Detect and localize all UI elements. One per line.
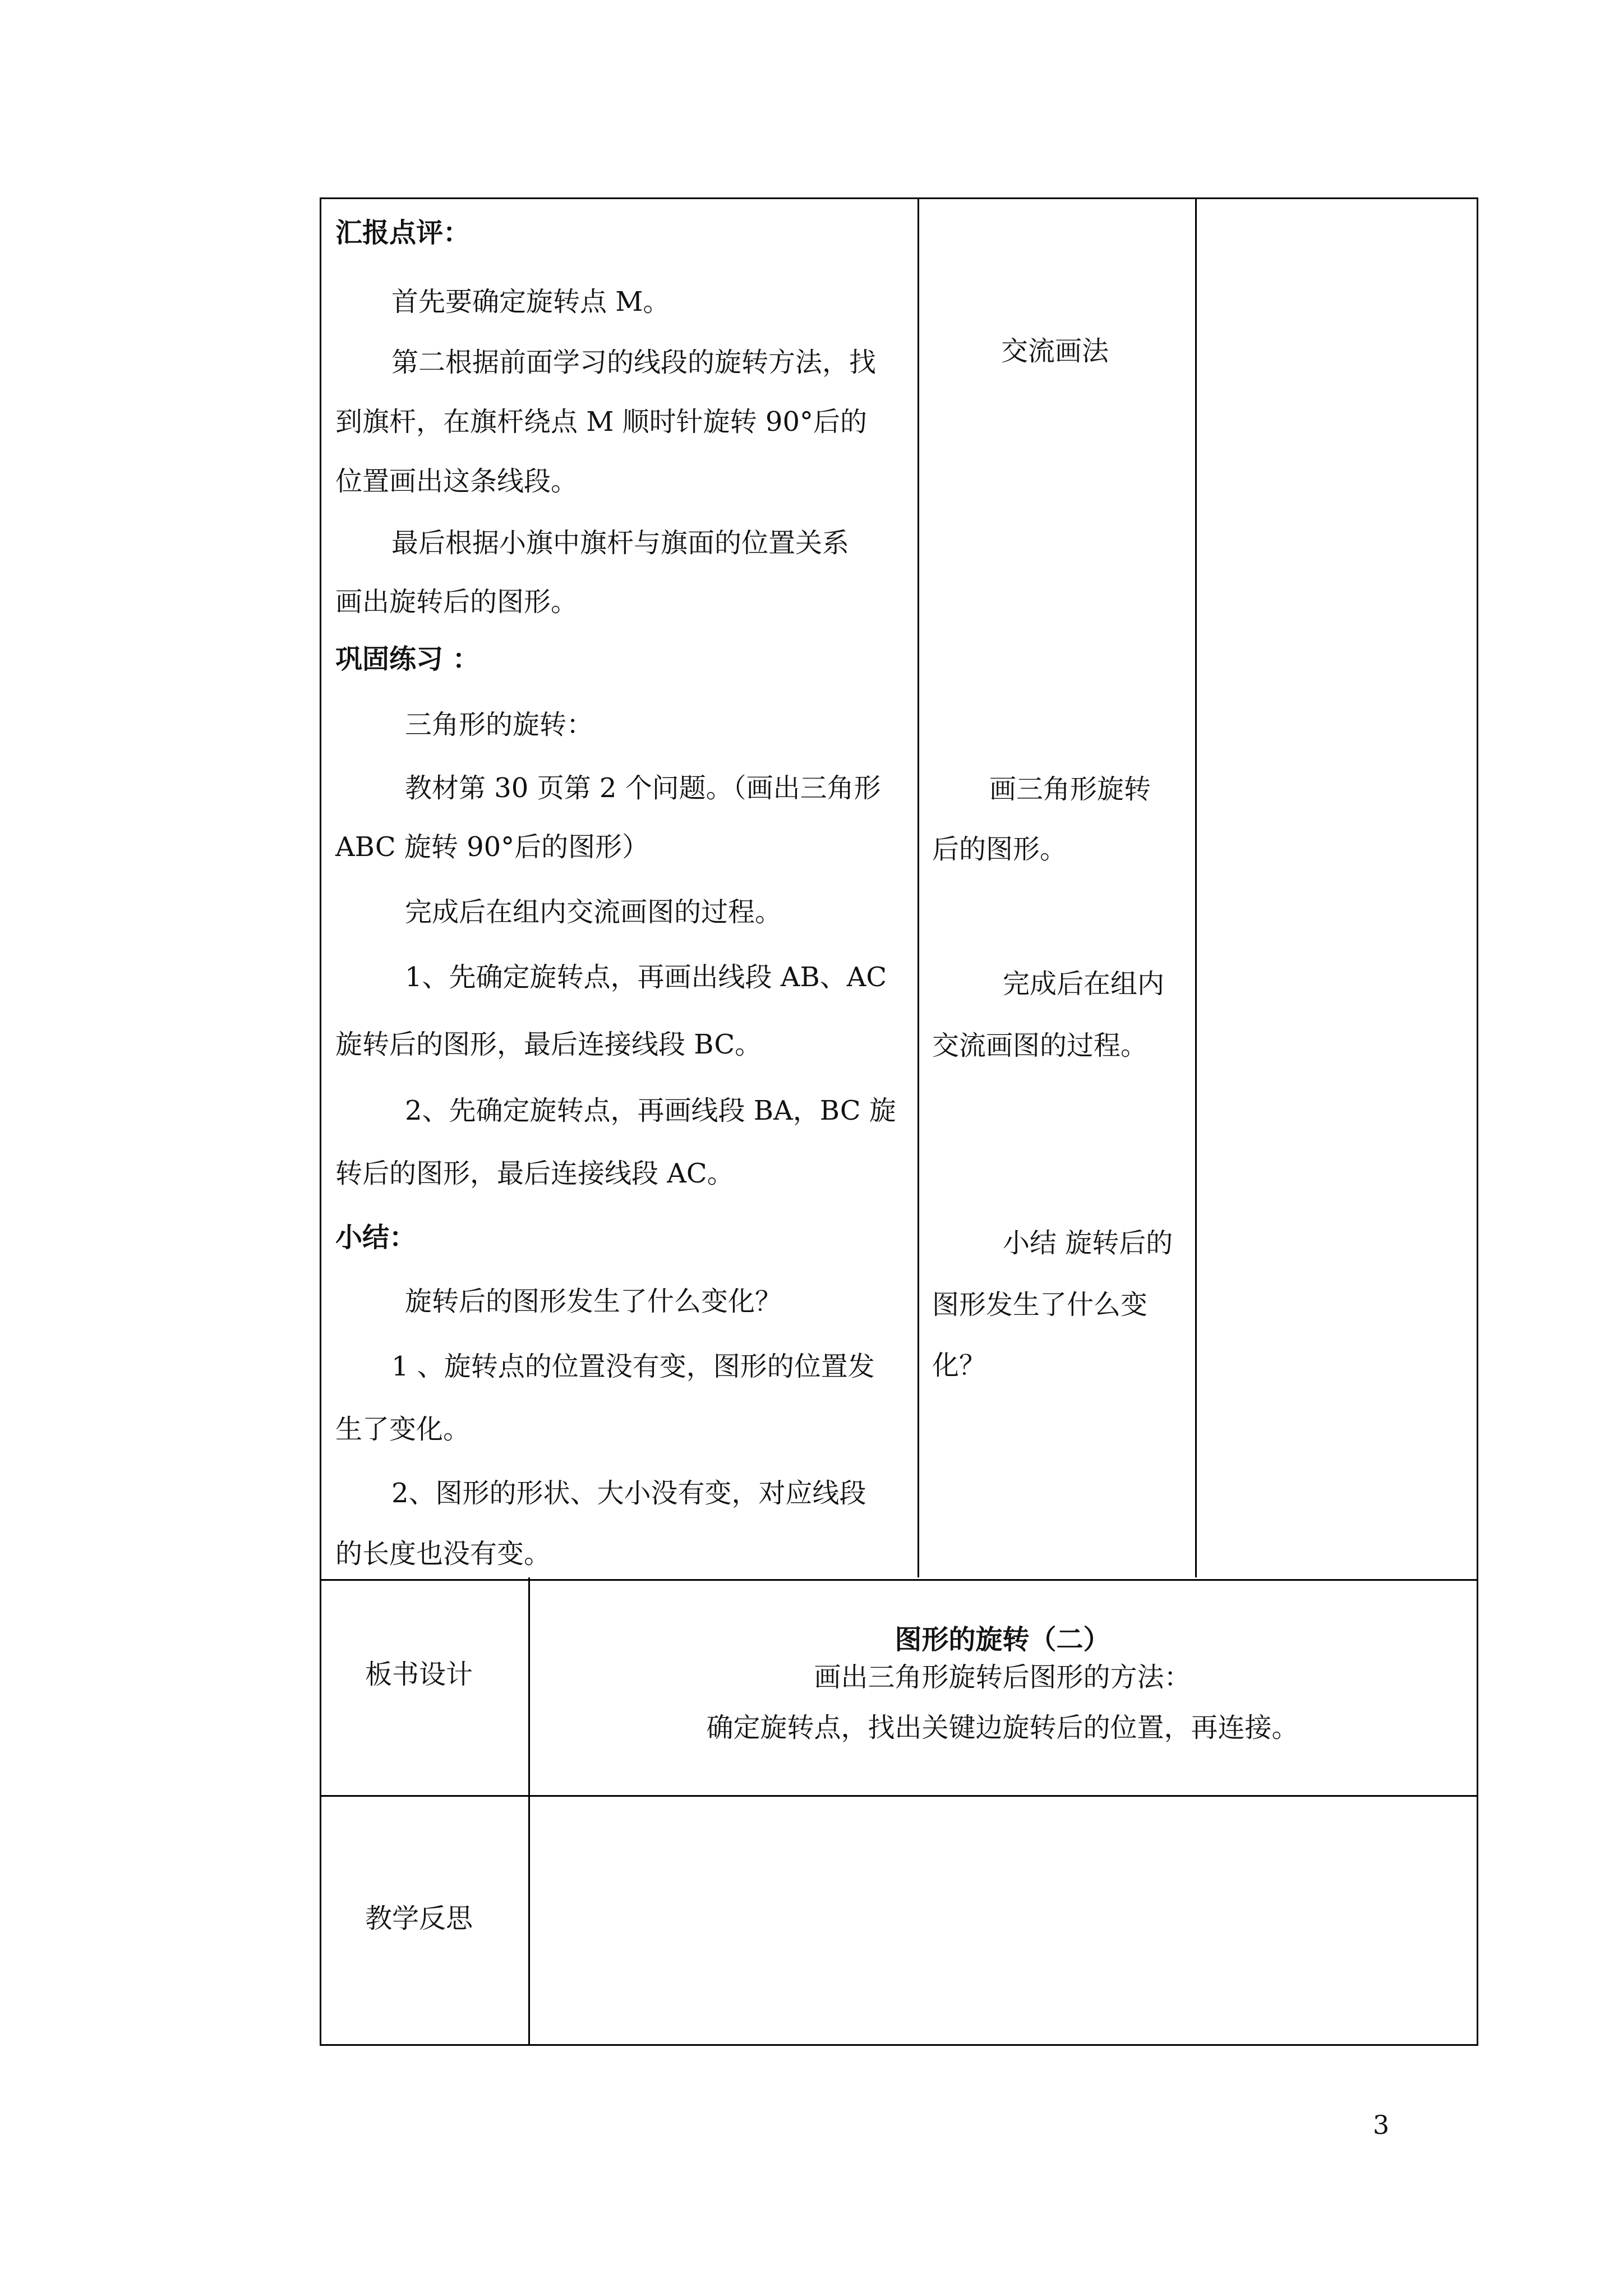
activity-draw-triangle-line-1: 画三角形旋转 <box>989 774 1151 805</box>
notes-column <box>1200 202 1469 1571</box>
summary-answer-2-line-1: 2、图形的形状、大小没有变，对应线段 <box>391 1478 866 1509</box>
summary-answer-1-line-2: 生了变化。 <box>335 1414 471 1445</box>
report-paragraph-2-line-1: 第二根据前面学习的线段的旋转方法，找 <box>391 347 877 378</box>
summary-question: 旋转后的图形发生了什么变化？ <box>405 1286 782 1317</box>
bottom-table-row-divider <box>320 1795 1477 1797</box>
activity-summary-line-2: 图形发生了什么变 <box>932 1289 1148 1320</box>
board-line-2: 确定旋转点，找出关键边旋转后的位置，再连接。 <box>706 1712 1299 1743</box>
report-paragraph-1: 首先要确定旋转点 M。 <box>391 286 670 318</box>
practice-step-1-line-1: 1、先确定旋转点，再画出线段 AB、AC <box>405 961 887 993</box>
board-design-label: 板书设计 <box>365 1659 473 1690</box>
report-paragraph-3-line-1: 最后根据小旗中旗杆与旗面的位置关系 <box>391 527 850 559</box>
practice-step-2-line-1: 2、先确定旋转点，再画线段 BA，BC 旋 <box>405 1095 896 1126</box>
teaching-reflection-label: 教学反思 <box>365 1903 473 1934</box>
report-paragraph-2-line-3: 位置画出这条线段。 <box>335 466 578 497</box>
activity-group-exchange-line-2: 交流画图的过程。 <box>932 1030 1148 1061</box>
practice-paragraph-1-line-2: ABC 旋转 90°后的图形） <box>335 831 649 863</box>
summary-heading: 小结： <box>335 1222 417 1253</box>
top-table-divider-2 <box>1195 197 1197 1577</box>
summary-answer-1-line-1: 1 、旋转点的位置没有变，图形的位置发 <box>391 1351 875 1382</box>
practice-paragraph-2: 完成后在组内交流画图的过程。 <box>405 896 782 928</box>
practice-step-1-line-2: 旋转后的图形，最后连接线段 BC。 <box>335 1029 762 1060</box>
activity-summary-line-1: 小结 旋转后的 <box>1003 1227 1173 1259</box>
page-number: 3 <box>1373 2110 1390 2140</box>
practice-step-2-line-2: 转后的图形，最后连接线段 AC。 <box>335 1158 734 1189</box>
board-title: 图形的旋转（二） <box>895 1624 1110 1655</box>
report-paragraph-3-line-2: 画出旋转后的图形。 <box>335 586 578 618</box>
practice-title: 三角形的旋转： <box>405 709 594 740</box>
report-paragraph-2-line-2: 到旗杆，在旗杆绕点 M 顺时针旋转 90°后的 <box>335 406 868 438</box>
top-table-divider-1 <box>917 197 919 1577</box>
activity-draw-triangle-line-2: 后的图形。 <box>932 834 1067 865</box>
board-line-1: 画出三角形旋转后图形的方法： <box>814 1662 1191 1693</box>
summary-answer-2-line-2: 的长度也没有变。 <box>335 1538 551 1570</box>
practice-heading: 巩固练习 ： <box>335 643 479 675</box>
practice-paragraph-1-line-1: 教材第 30 页第 2 个问题。（画出三角形 <box>405 772 881 804</box>
activity-exchange-methods: 交流画法 <box>1001 335 1109 367</box>
activity-group-exchange-line-1: 完成后在组内 <box>1003 968 1165 1000</box>
report-heading: 汇报点评： <box>335 217 471 249</box>
teaching-reflection-content <box>533 1801 1469 2042</box>
activity-summary-line-3: 化？ <box>932 1350 986 1381</box>
